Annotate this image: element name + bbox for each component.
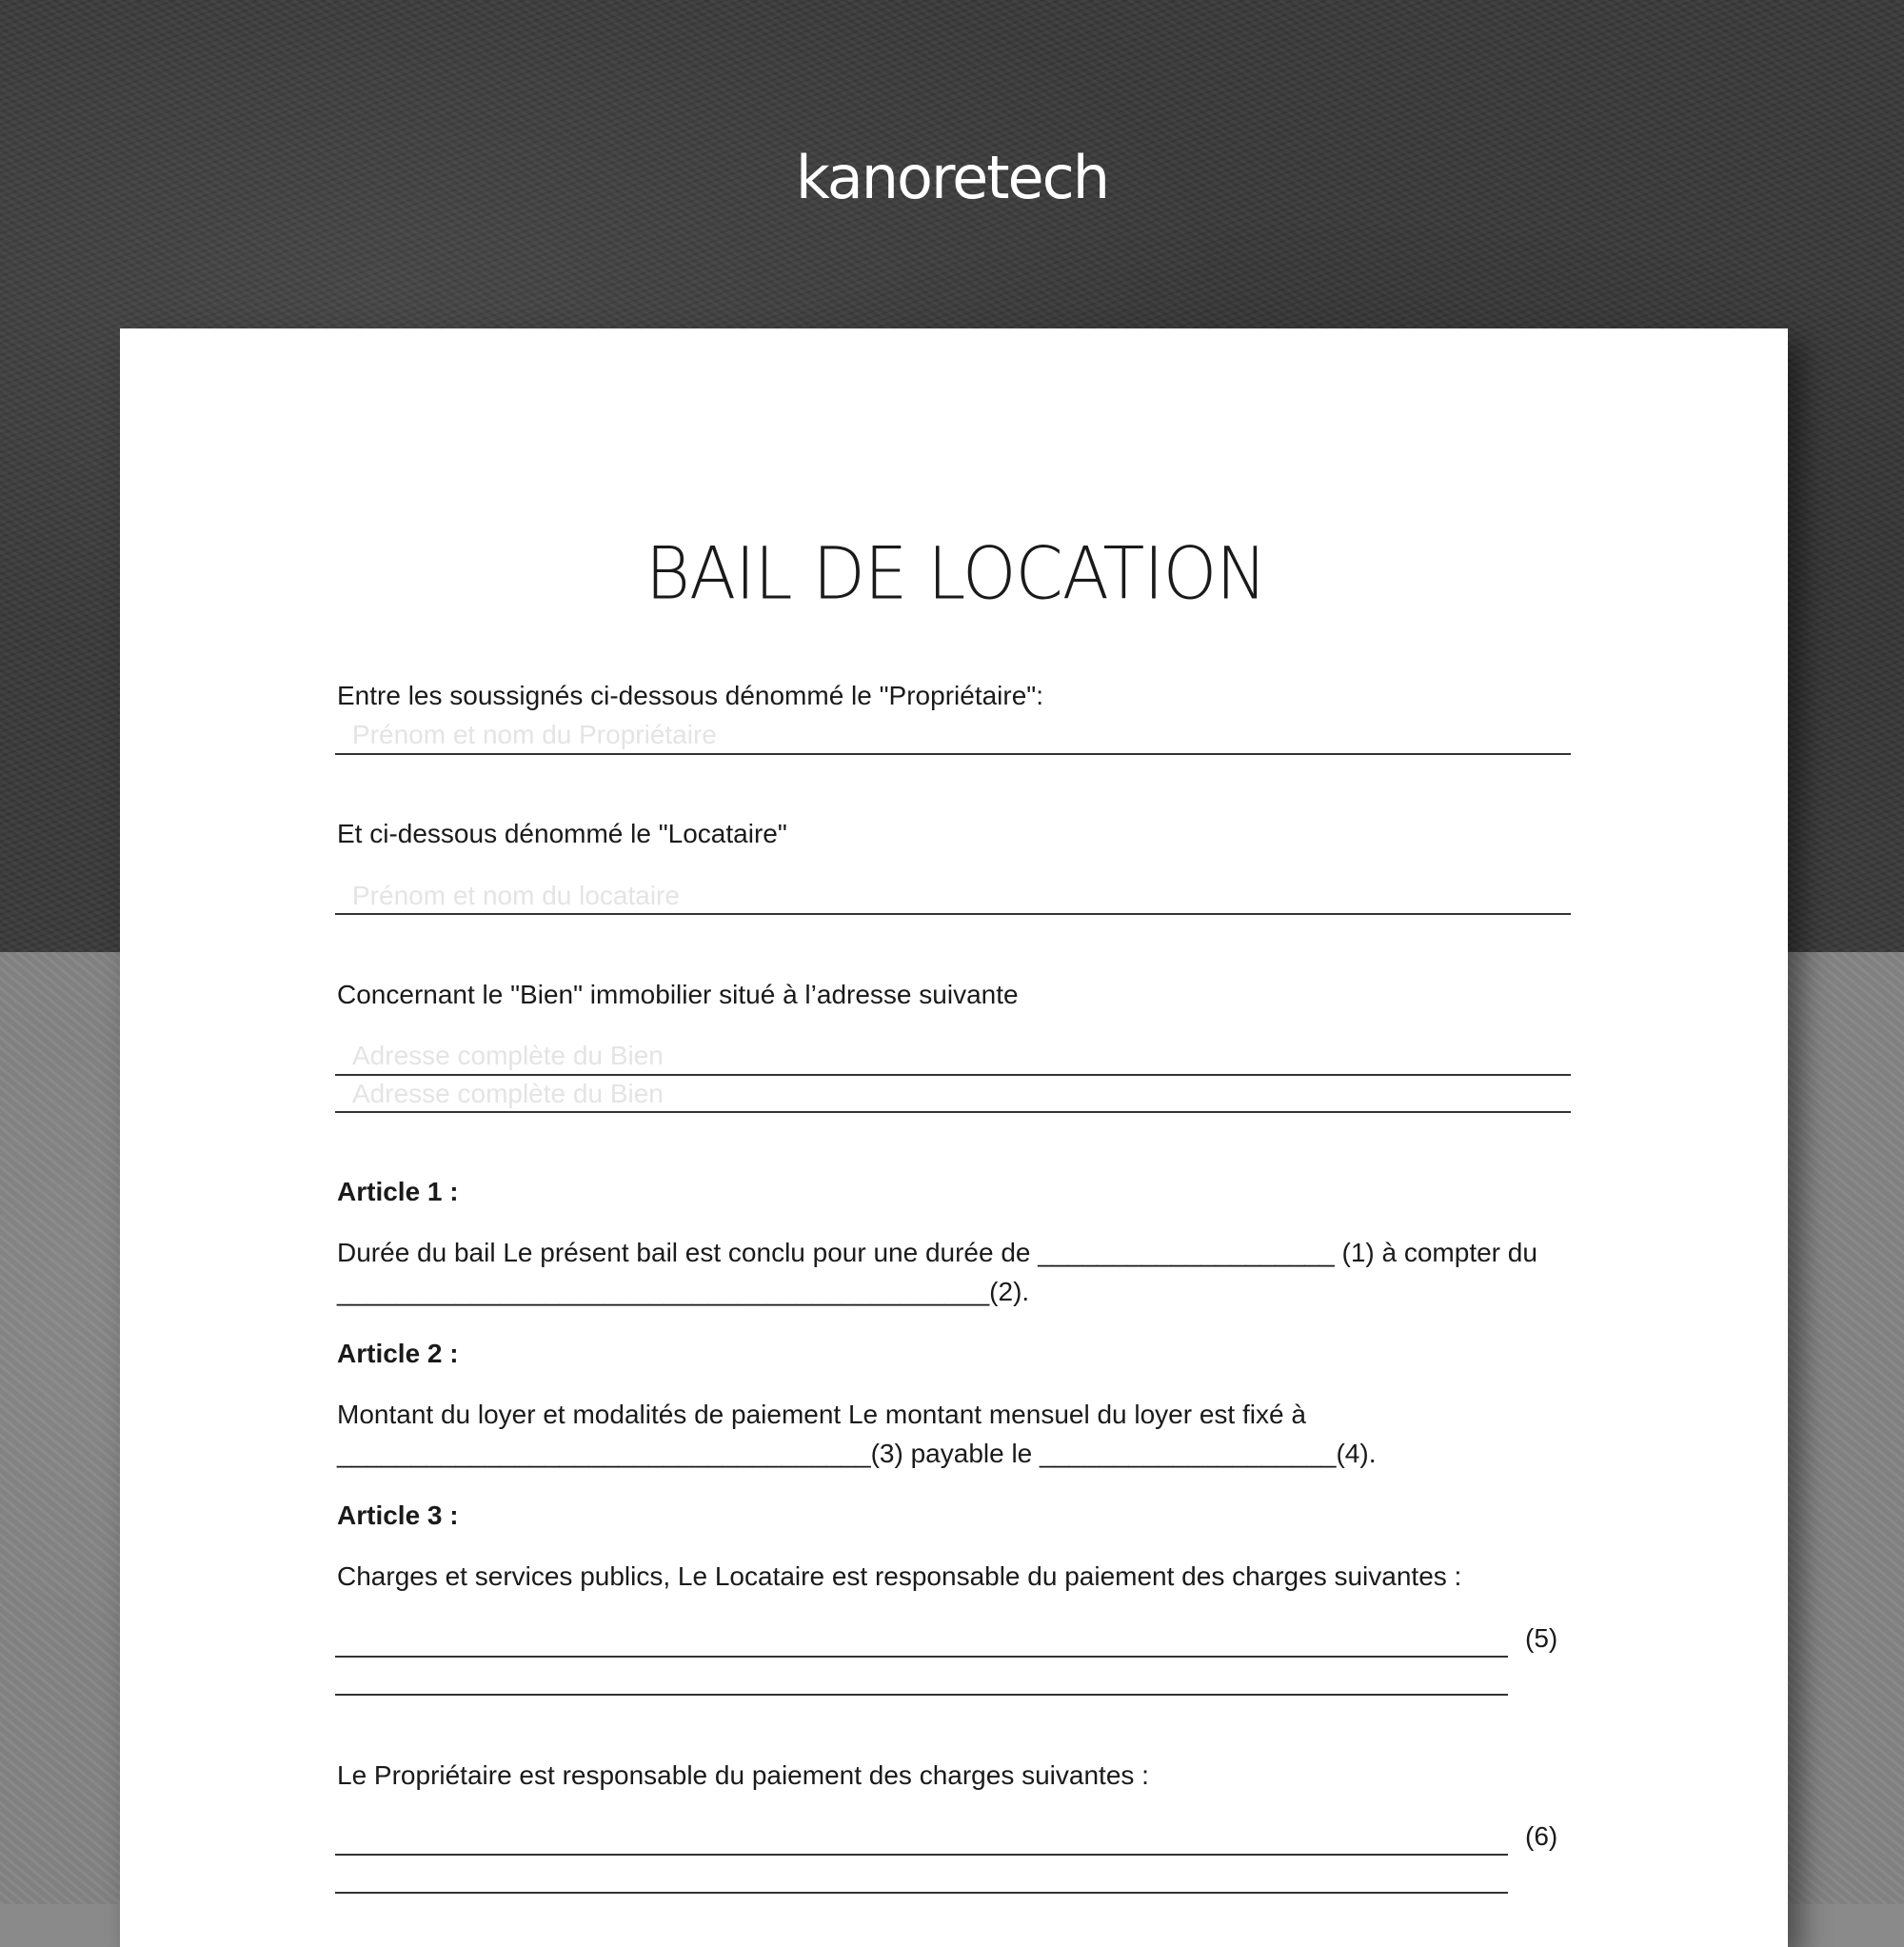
owner-intro: Entre les soussignés ci-dessous dénommé le "Propriétaire": (337, 681, 1043, 710)
reference-5: (5) (1525, 1623, 1558, 1653)
article-2-line-1: Montant du loyer et modalités de paiement Le montant mensuel du loyer est fixé à (337, 1400, 1306, 1429)
tenant-intro: Et ci-dessous dénommé le "Locataire" (337, 819, 787, 848)
tenant-charges-line-2 (335, 1694, 1508, 1696)
address-line-1 (335, 1074, 1571, 1076)
owner-name-placeholder: Prénom et nom du Propriétaire (352, 720, 717, 749)
owner-name-line (335, 753, 1571, 755)
article-1-line-1: Durée du bail Le présent bail est conclu pour une durée de ____________________ (1) à compter du (337, 1238, 1537, 1267)
article-3-heading: Article 3 : (337, 1500, 459, 1530)
article-1-heading: Article 1 : (337, 1177, 459, 1206)
article-2-heading: Article 2 : (337, 1339, 459, 1368)
brand-name: kanoretech (795, 143, 1109, 212)
tenant-name-placeholder: Prénom et nom du locataire (352, 881, 680, 910)
article-3-line-1: Charges et services publics, Le Locataire est responsable du paiement des charges suivantes : (337, 1561, 1462, 1591)
address-placeholder-1: Adresse complète du Bien (352, 1041, 664, 1070)
tenant-name-line (335, 913, 1571, 915)
address-line-2 (335, 1111, 1571, 1113)
owner-charges-line-1 (335, 1854, 1508, 1856)
article-2-line-2: ____________________________________(3) payable le ____________________(4). (337, 1439, 1377, 1468)
document-page (120, 328, 1788, 1947)
owner-charges-intro: Le Propriétaire est responsable du paiement des charges suivantes : (337, 1760, 1149, 1790)
address-placeholder-2: Adresse complète du Bien (352, 1079, 664, 1108)
article-1-line-2: ____________________________________________(2). (337, 1277, 1030, 1306)
document-title: BAIL DE LOCATION (645, 530, 1267, 616)
reference-6: (6) (1525, 1821, 1558, 1851)
owner-charges-line-2 (335, 1892, 1508, 1894)
tenant-charges-line-1 (335, 1656, 1508, 1658)
property-intro: Concernant le "Bien" immobilier situé à l’adresse suivante (337, 980, 1019, 1009)
